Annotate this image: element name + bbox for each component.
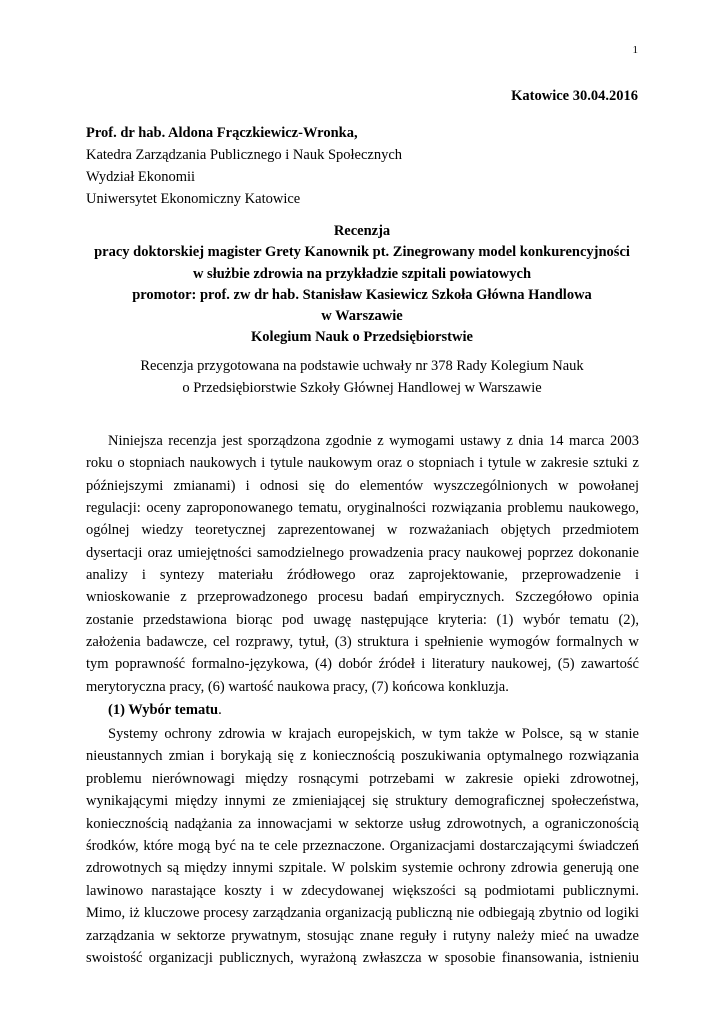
- review-title-line: pracy doktorskiej magister Grety Kanownik pt. Zinegrowany model konkurencyjności: [94, 244, 630, 261]
- paragraph-line: zarządzania w sektorze prywatnym, stosując znane reguły i rutyny należy mieć na uwadze: [86, 927, 639, 944]
- paragraph-line: ogólnej wiedzy teoretycznej zaprezentowanej w rozważaniach objętych przedmiotem: [86, 522, 639, 539]
- paragraph-line: swoistość organizacji publicznych, wyrażoną zwłaszcza w sposobie finansowania, istnieniu: [86, 949, 639, 966]
- paragraph-line: lawinowo narastające koszty i w zdecydowanej większości są podmiotami publicznymi.: [86, 882, 639, 899]
- intro-paragraph: [86, 430, 639, 698]
- paragraph-line: zostanie przedstawiona biorąc pod uwagę następujące kryteria: (1) wybór tematu (2),: [86, 611, 639, 628]
- reviewer-block: [86, 122, 402, 210]
- section-heading-text: (1) Wybór tematu: [108, 702, 219, 718]
- page-number: 1: [632, 44, 638, 56]
- paragraph-line: roku o stopniach naukowych i tytule naukowym oraz o stopniach i tytule w zakresie sztuki z: [86, 455, 639, 472]
- reviewer-department: Katedra Zarządzania Publicznego i Nauk Społecznych: [86, 147, 403, 163]
- paragraph-line: nieustannych zmian i borykają się z koniecznością poszukiwania optymalnego rozwiązania: [86, 748, 639, 765]
- paragraph-line: merytoryczna pracy, (6) wartość naukowa pracy, (7) końcowa konkluzja.: [86, 678, 509, 695]
- letter-date: Katowice 30.04.2016: [511, 88, 638, 104]
- paragraph-line: wnioskowanie z przeprowadzonego procesu badań empirycznych. Szczegółowo opinia: [86, 589, 639, 606]
- reviewer-name: Prof. dr hab. Aldona Frączkiewicz-Wronka,: [86, 125, 358, 141]
- paragraph-line: zdrowotnych są między innymi szpitale. W polskim systemie ochrony zdrowia generują one: [86, 860, 639, 877]
- review-title-line: w Warszawie: [321, 308, 403, 325]
- paragraph-line: Systemy ochrony zdrowia w krajach europejskich, w tym także w Polsce, są w stanie: [108, 726, 639, 742]
- paragraph-line: dysertacji oraz umiejętności samodzielnego prowadzenia pracy naukowej poprzez dokonanie: [86, 544, 639, 561]
- paragraph-line: założenia badawcze, cel rozprawy, tytuł, (3) struktura i spełnienie wymogów formalnych w: [86, 634, 639, 651]
- paragraph-line: Niniejsza recenzja jest sporządzona zgodnie z wymogami ustawy z dnia 14 marca 2003: [108, 433, 639, 449]
- paragraph-line: środków, które mogą być na te cele przeznaczone. Organizacjami dostarczającymi świadczeń: [86, 837, 639, 854]
- section-paragraph: [86, 723, 639, 969]
- reviewer-university: Uniwersytet Ekonomiczny Katowice: [86, 191, 301, 207]
- paragraph-line: problemu nierównowagi między rosnącymi potrzebami w zakresie opieki zdrowotnej,: [86, 770, 639, 787]
- paragraph-line: koniecznością nadążania za innowacjami w sektorze usług zdrowotnych, a ograniczonością: [86, 815, 639, 832]
- review-title-block: [86, 221, 638, 349]
- review-title: Recenzja: [333, 223, 391, 239]
- paragraph-line: wynikającymi między innymi ze zmieniającej się struktury demograficznej społeczeństwa,: [86, 793, 639, 810]
- note-line: Recenzja przygotowana na podstawie uchwały nr 378 Rady Kolegium Nauk: [140, 358, 584, 374]
- review-title-line: promotor: prof. zw dr hab. Stanisław Kasiewicz Szkoła Główna Handlowa: [132, 286, 592, 303]
- section-heading-period: .: [218, 702, 222, 718]
- preparation-note: [86, 356, 638, 399]
- note-line: o Przedsiębiorstwie Szkoły Głównej Handlowej w Warszawie: [182, 379, 542, 396]
- paragraph-line: analizy i syntezy materiału źródłowego oraz zaprojektowanie, przeprowadzenie i: [86, 567, 639, 584]
- paragraph-line: późniejszymi zmianami) i odnosi się do elementów wyszczególnionych w powołanej: [86, 477, 639, 494]
- review-title-line: w służbie zdrowia na przykładzie szpitali powiatowych: [192, 265, 532, 282]
- reviewer-faculty: Wydział Ekonomii: [86, 169, 196, 185]
- paragraph-line: Mimo, iż kluczowe procesy zarządzania organizacją publiczną nie odbiegają zbytnio od logiki: [86, 905, 639, 922]
- paragraph-line: tym poprawność formalno-językowa, (4) dobór źródeł i literatury naukowej, (5) zawartość: [86, 656, 639, 673]
- paragraph-line: regulacji: oceny zaproponowanego tematu, oryginalności rozwiązania problemu naukowego,: [86, 500, 639, 517]
- review-title-line: Kolegium Nauk o Przedsiębiorstwie: [251, 329, 473, 346]
- section-heading: [108, 702, 222, 719]
